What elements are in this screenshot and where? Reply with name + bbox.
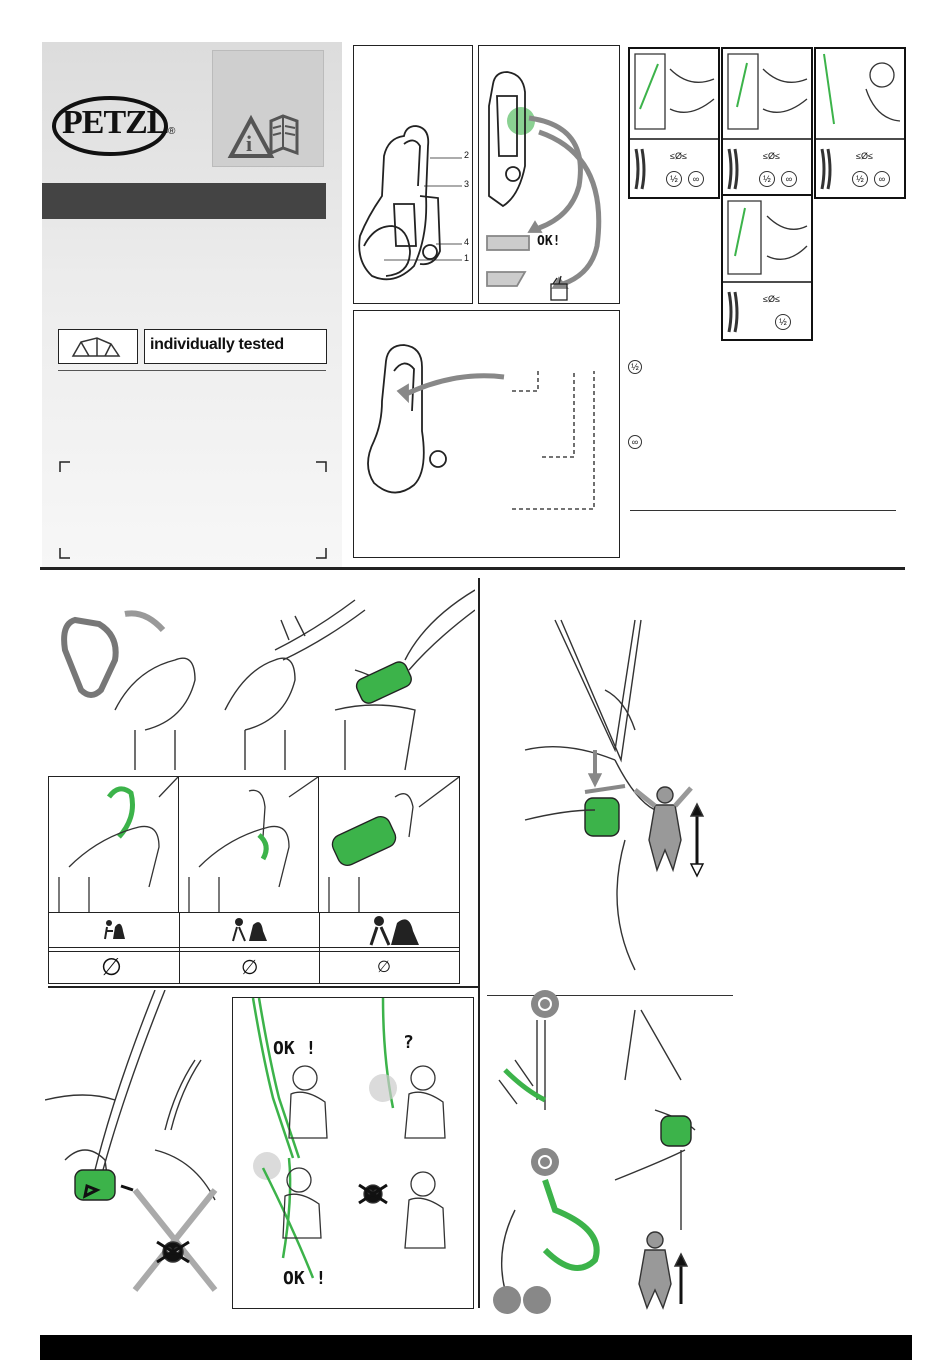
diameter-range: ≤Ø≤ <box>670 151 687 161</box>
table-underline <box>48 986 478 988</box>
half-rope-icon: ½ <box>666 171 682 187</box>
twin-rope-icon: ∞ <box>781 171 797 187</box>
twin-rope-icon: ∞ <box>874 171 890 187</box>
hand-icon <box>523 1286 551 1314</box>
skull-icon <box>359 1185 387 1203</box>
part-number-1: 1 <box>464 253 470 263</box>
notes-divider <box>630 510 896 511</box>
inspection-diagram <box>478 45 620 304</box>
read-manual-box <box>212 50 324 167</box>
question-label: ? <box>403 1032 414 1053</box>
test-icon-box <box>58 329 138 364</box>
thumb-1 <box>628 47 720 199</box>
installation-steps <box>45 580 475 775</box>
table-col-divider-2 <box>319 913 320 983</box>
thumb-4 <box>721 194 813 341</box>
table-diameter-row <box>49 951 459 983</box>
vertical-divider <box>478 578 480 1308</box>
heavy-climber-icon <box>371 916 419 945</box>
ok-top-label: OK ! <box>273 1038 317 1059</box>
registered-mark: ® <box>168 126 176 137</box>
medium-climber-icon <box>233 918 267 941</box>
half-rope-note-icon: ½ <box>628 360 642 374</box>
diameter-range: ≤Ø≤ <box>856 151 873 161</box>
half-rope-icon: ½ <box>759 171 775 187</box>
lock-icon-top <box>531 990 559 1018</box>
climber-silhouette <box>639 1232 671 1308</box>
diameter-table <box>48 776 460 984</box>
half-rope-icon: ½ <box>775 314 791 330</box>
belay-check-diagram <box>232 997 474 1309</box>
parts-diagram <box>353 45 473 304</box>
person-icon <box>493 1286 521 1314</box>
climber-silhouette <box>635 787 691 870</box>
logo-text: PETZL <box>62 104 169 141</box>
petzl-logo <box>50 90 180 160</box>
helmet-test-icon <box>73 338 119 356</box>
svg-text:i: i <box>246 131 253 156</box>
table-col-1 <box>49 777 179 912</box>
part-number-3: 3 <box>464 179 470 189</box>
table-col-3 <box>319 777 459 912</box>
twin-rope-note-icon: ∞ <box>628 435 642 449</box>
diameter-symbol-small: ∅ <box>377 959 391 976</box>
ok-label: OK! <box>537 234 561 249</box>
crop-marks <box>58 460 328 560</box>
lowering-diagram <box>485 610 745 980</box>
table-icon-row <box>49 913 459 947</box>
diameter-symbol-medium: ∅ <box>241 957 259 979</box>
part-number-2: 2 <box>464 150 470 160</box>
half-rope-icon: ½ <box>852 171 868 187</box>
ok-bottom-label: OK ! <box>283 1268 327 1289</box>
read-manual-icon <box>231 116 297 156</box>
diameter-symbol-large: ∅ <box>101 954 122 981</box>
horizontal-divider <box>40 567 905 570</box>
rope-insertion-diagram <box>353 310 620 558</box>
individually-tested-label: individually tested <box>150 336 284 353</box>
table-col-2 <box>179 777 319 912</box>
light-climber-icon <box>105 920 125 939</box>
cover-divider <box>58 370 326 371</box>
lock-icon-middle <box>531 1148 559 1176</box>
diameter-range: ≤Ø≤ <box>763 151 780 161</box>
title-bar <box>42 183 326 219</box>
thumb-3 <box>814 47 906 199</box>
part-number-4: 4 <box>464 237 470 247</box>
hand-position-diagram <box>45 990 230 1308</box>
locking-diagram <box>485 990 745 1320</box>
table-col-divider-1 <box>179 913 180 983</box>
twin-rope-icon: ∞ <box>688 171 704 187</box>
bottom-bar <box>40 1335 912 1360</box>
thumb-2 <box>721 47 813 199</box>
diameter-range: ≤Ø≤ <box>763 294 780 304</box>
